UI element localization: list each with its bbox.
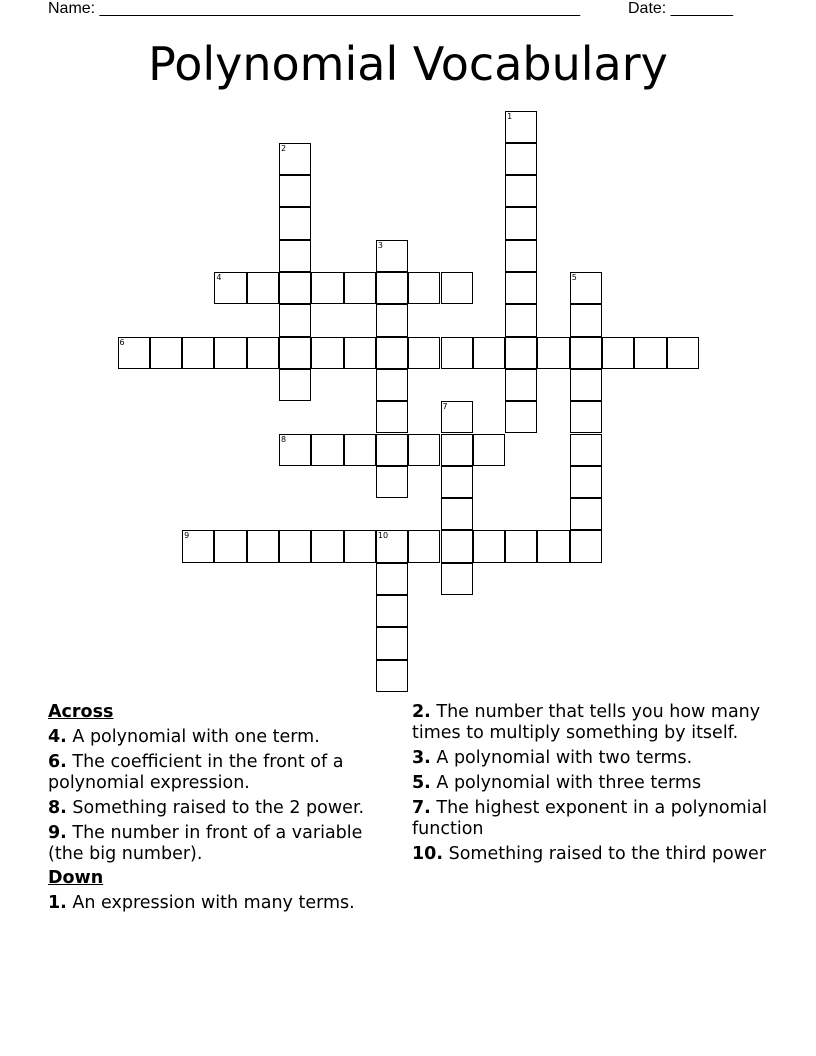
grid-cell[interactable] [118,337,150,369]
grid-cell[interactable] [376,627,408,659]
grid-cell[interactable] [247,272,279,304]
grid-cell[interactable] [570,401,602,433]
cell-number: 3 [377,240,383,250]
grid-cell[interactable] [505,111,537,143]
grid-cell[interactable] [311,434,343,466]
grid-cell[interactable] [279,207,311,239]
grid-cell[interactable] [247,337,279,369]
grid-cell[interactable] [505,401,537,433]
grid-cell[interactable] [344,337,376,369]
cell-number: 7 [442,402,448,412]
grid-cell[interactable] [376,401,408,433]
grid-cell[interactable] [570,498,602,530]
grid-cell[interactable] [279,369,311,401]
grid-cell[interactable] [505,337,537,369]
grid-cell[interactable] [570,466,602,498]
grid-cell[interactable] [376,240,408,272]
grid-cell[interactable] [441,337,473,369]
clue-down-1: 1. An expression with many terms. [48,893,355,913]
grid-cell[interactable] [505,240,537,272]
clue-down-5: 5. A polynomial with three terms [412,773,702,793]
grid-cell[interactable] [408,272,440,304]
clue-across-8: 8. Something raised to the 2 power. [48,798,365,818]
grid-cell[interactable] [505,207,537,239]
grid-cell[interactable] [537,337,569,369]
grid-cell[interactable] [570,304,602,336]
grid-cell[interactable] [376,530,408,562]
grid-cell[interactable] [344,434,376,466]
grid-cell[interactable] [408,337,440,369]
grid-cell[interactable] [376,563,408,595]
grid-cell[interactable] [505,304,537,336]
grid-cell[interactable] [473,434,505,466]
cell-number: 6 [119,337,125,347]
grid-cell[interactable] [570,530,602,562]
cell-number: 5 [571,273,577,282]
grid-cell[interactable] [214,530,246,562]
clue-across-4: 4. A polynomial with one term. [48,727,320,747]
grid-cell[interactable] [247,530,279,562]
grid-cell[interactable] [473,337,505,369]
grid-cell[interactable] [182,530,214,562]
grid-cell[interactable] [376,337,408,369]
cell-number: 2 [281,143,287,153]
grid-cell[interactable] [214,337,246,369]
grid-cell[interactable] [570,369,602,401]
grid-cell[interactable] [441,434,473,466]
grid-cell[interactable] [344,530,376,562]
grid-cell[interactable] [376,595,408,627]
grid-cell[interactable] [505,272,537,304]
grid-cell[interactable] [634,337,666,369]
grid-cell[interactable] [376,369,408,401]
clue-down-2: 2. The number that tells you how many times to multiply something by itself. [412,702,761,743]
grid-cell[interactable] [602,337,634,369]
grid-cell[interactable] [279,337,311,369]
grid-cell[interactable] [570,337,602,369]
date-field-label: Date: _______ [628,0,733,17]
cell-number: 10 [377,531,389,541]
grid-cell[interactable] [279,175,311,207]
cell-number: 8 [281,434,287,444]
cell-number: 4 [216,273,222,282]
grid-cell[interactable] [505,369,537,401]
grid-cell[interactable] [279,304,311,336]
clues-right-column [412,702,782,865]
cell-number: 1 [507,111,513,121]
grid-cell[interactable] [570,272,602,304]
grid-cell[interactable] [376,434,408,466]
grid-cell[interactable] [214,272,246,304]
grid-cell[interactable] [150,337,182,369]
grid-cell[interactable] [311,272,343,304]
grid-cell[interactable] [182,337,214,369]
grid-cell[interactable] [667,337,699,369]
grid-cell[interactable] [279,240,311,272]
grid-cell[interactable] [376,304,408,336]
clue-down-10: 10. Something raised to the third power [412,844,767,864]
grid-cell[interactable] [473,530,505,562]
grid-cell[interactable] [376,466,408,498]
cell-number: 9 [184,531,190,541]
grid-cell[interactable] [311,337,343,369]
grid-cell[interactable] [279,530,311,562]
grid-cell[interactable] [344,272,376,304]
clue-across-9: 9. The number in front of a variable (the big number). [48,823,363,864]
grid-cell[interactable] [505,143,537,175]
grid-cell[interactable] [408,434,440,466]
down-heading: Down [48,868,104,888]
grid-cell[interactable] [537,530,569,562]
clue-across-6: 6. The coefficient in the front of a polynomial expression. [48,752,344,793]
grid-cell[interactable] [408,530,440,562]
name-field-label: Name: ______________________________________________________ [48,0,581,17]
grid-cell[interactable] [441,272,473,304]
clue-down-3: 3. A polynomial with two terms. [412,748,693,768]
grid-cell[interactable] [376,272,408,304]
grid-cell[interactable] [570,434,602,466]
grid-cell[interactable] [505,530,537,562]
grid-cell[interactable] [441,498,473,530]
page-title: Polynomial Vocabulary [148,37,668,91]
grid-cell[interactable] [441,401,473,433]
grid-cell[interactable] [279,272,311,304]
grid-cell[interactable] [279,143,311,175]
grid-cell[interactable] [441,563,473,595]
grid-cell[interactable] [376,660,408,692]
grid-cell[interactable] [279,434,311,466]
grid-cell[interactable] [505,175,537,207]
grid-cell[interactable] [441,466,473,498]
across-heading: Across [48,702,114,722]
clue-down-7: 7. The highest exponent in a polynomial function [412,798,768,839]
grid-cell[interactable] [311,530,343,562]
clues-left-column [48,702,393,914]
grid-cell[interactable] [441,530,473,562]
